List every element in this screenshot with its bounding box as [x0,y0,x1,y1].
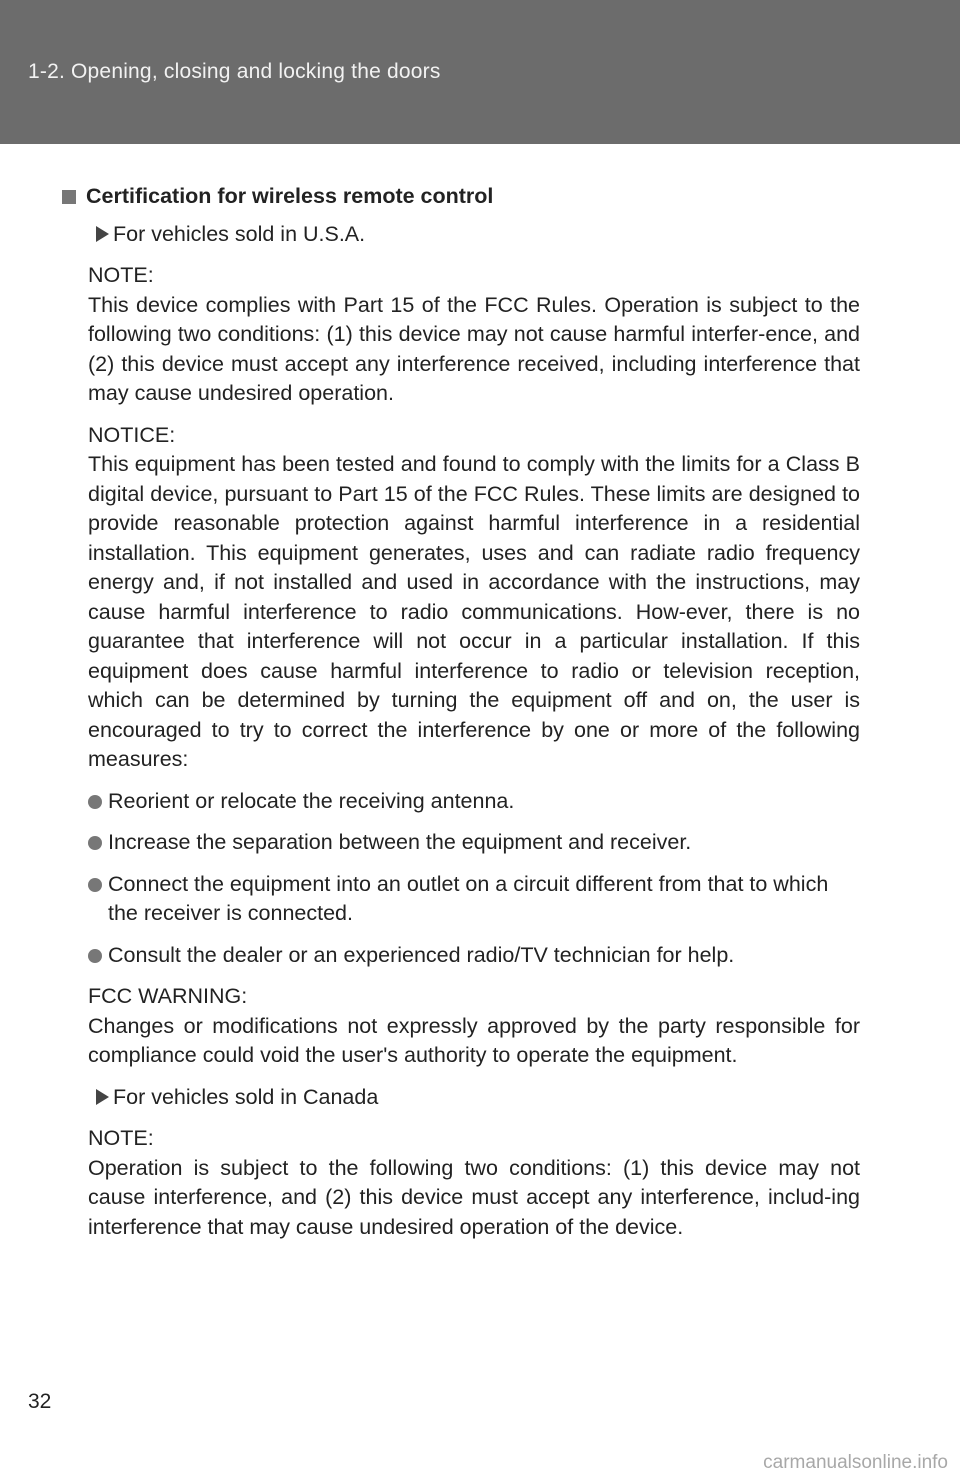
notice-text: This equipment has been tested and found to comply with the limits for a Class B digital device, pursuant to Part 15 of the FCC Rules. These limits are designed to provide reasonable protection against harmful interference in a residential installation. This equipment generates, uses and can radiate radio frequency energy and, if not installed and used in accordance with the instructions, may cause harmful interference to radio communications. How-ever, there is no guarantee that interference will not occur in a particular installation. If this equipment does cause harmful interference to radio or television reception, which can be determined by turning the equipment off and on, the user is encouraged to try to correct the interference by one or more of the following measures: [88,452,860,771]
circle-bullet-icon [88,795,102,809]
notice-label: NOTICE: [88,422,176,447]
list-item-text: Increase the separation between the equipment and receiver. [108,830,692,854]
note-paragraph [88,261,860,409]
region-canada [96,1083,860,1113]
circle-bullet-icon [88,836,102,850]
circle-bullet-icon [88,878,102,892]
list-item [88,787,860,817]
page-header [0,0,960,144]
section-heading [62,182,860,212]
canada-note-paragraph [88,1124,860,1242]
region-usa [96,220,860,250]
page-content [88,182,860,1254]
watermark: carmanualsonline.info [763,1452,948,1473]
fcc-warning-paragraph [88,982,860,1071]
triangle-arrow-icon [96,1089,109,1105]
list-item [88,941,860,971]
triangle-arrow-icon [96,226,109,242]
fcc-warning-text: Changes or modifications not expressly approved by the party responsible for compliance could void the user's authority to operate the equipment. [88,1013,860,1067]
chapter-title: 1-2. Opening, closing and locking the doors [28,60,441,83]
note-text: This device complies with Part 15 of the FCC Rules. Operation is subject to the following two conditions: (1) this device may not cause harmful interfer-ence, and (2) this device must accept any interference received, including interference that may cause undesired operation. [88,292,860,405]
list-item-text: Connect the equipment into an outlet on a circuit different from that to which the receiver is connected. [108,871,829,925]
list-item [88,870,860,929]
canada-note-text: Operation is subject to the following two conditions: (1) this device may not cause interference, and (2) this device must accept any interference, includ-ing interference that may cause undesired operation of the device. [88,1155,860,1239]
region-canada-label: For vehicles sold in Canada [113,1084,379,1109]
region-usa-label: For vehicles sold in U.S.A. [113,221,366,246]
list-item-text: Consult the dealer or an experienced radio/TV technician for help. [108,942,735,967]
notice-paragraph [88,421,860,775]
square-bullet-icon [62,190,76,204]
list-item-text: Reorient or relocate the receiving antenna. [108,788,515,813]
canada-note-label: NOTE: [88,1126,154,1150]
fcc-warning-label: FCC WARNING: [88,984,248,1008]
section-heading-text: Certification for wireless remote control [86,184,494,208]
list-item [88,828,860,858]
note-label: NOTE: [88,263,154,287]
page-number: 32 [28,1390,52,1413]
circle-bullet-icon [88,949,102,963]
